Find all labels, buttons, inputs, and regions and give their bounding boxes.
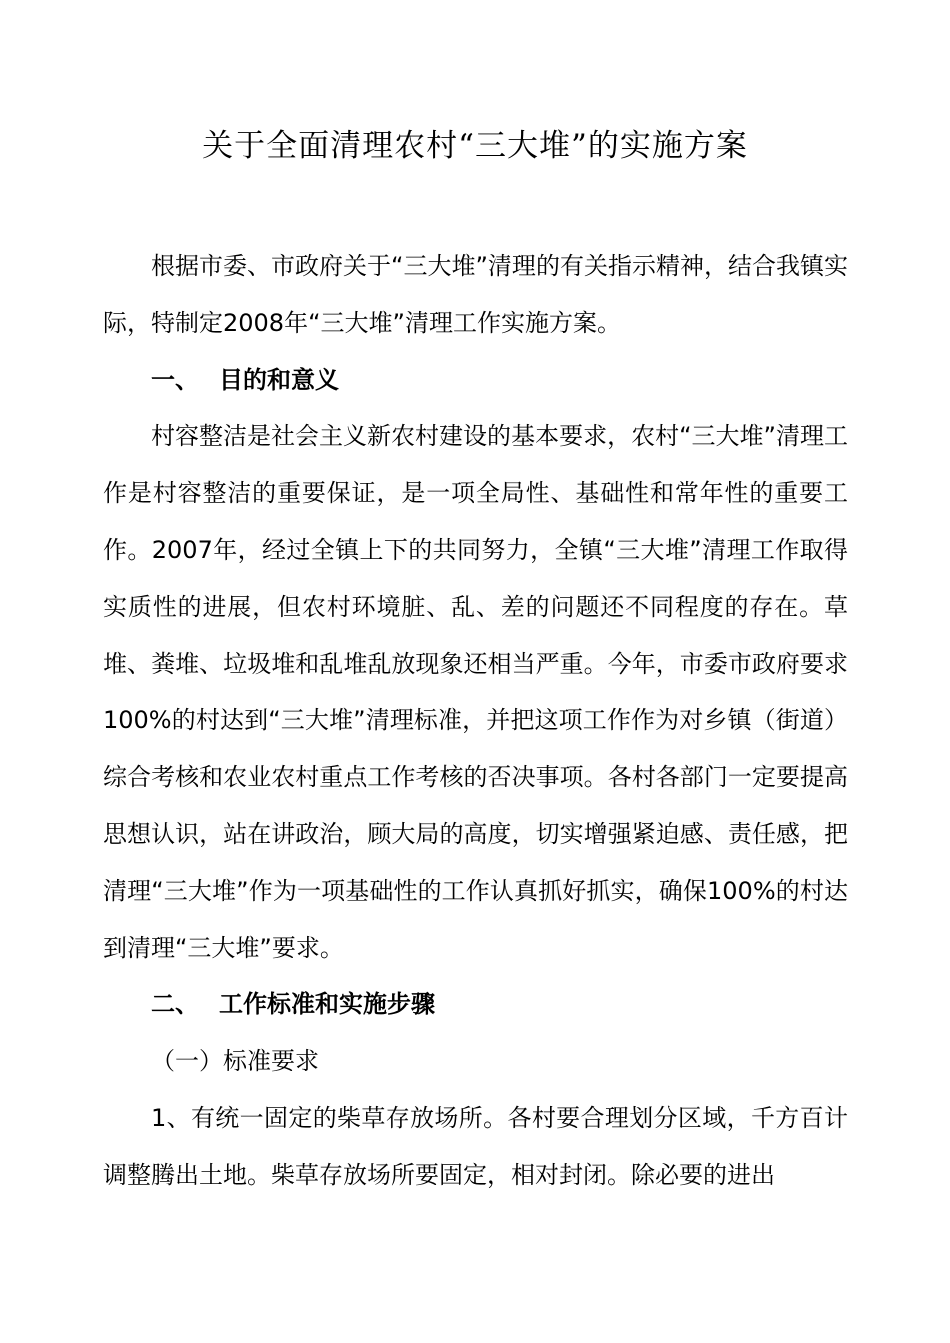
section-2-title: 工作标准和实施步骤 xyxy=(219,990,435,1019)
intro-paragraph: 根据市委、市政府关于“三大堆”清理的有关指示精神，结合我镇实际，特制定2008年“三大堆”清理工作实施方案。 xyxy=(103,252,848,337)
section-2-subheading: （一）标准要求 xyxy=(151,1047,319,1076)
section-1-title: 目的和意义 xyxy=(219,365,339,394)
section-1-paragraph: 村容整洁是社会主义新农村建设的基本要求，农村“三大堆”清理工作是村容整洁的重要保证，是一项全局性、基础性和常年性的重要工作。2007年，经过全镇上下的共同努力，全镇“三大堆”清理工作取得实质性的进展，但农村环境脏、乱、差的问题还不同程度的存在。草堆、粪堆、垃圾堆和乱堆乱放现象还相当严重。今年，市委市政府要求 100%的村达到“三大堆”清理标准，并把这项工作作为对乡镇（街道）综合考核和农业农村重点工作考核的否决事项。各村各部门一定要提高思想认识，站在讲政治，顾大局的高度，切实增强紧迫感、责任感，把清理“三大堆”作为一项基础性的工作认真抓好抓实，确保100%的村达到清理“三大堆”要求。 xyxy=(103,422,848,962)
section-1-heading xyxy=(103,352,848,409)
document-body xyxy=(103,238,848,1204)
section-2-heading xyxy=(103,976,848,1033)
section-1-number: 一、 xyxy=(151,365,199,394)
document-title: 关于全面清理农村“三大堆”的实施方案 xyxy=(202,128,748,164)
section-2-number: 二、 xyxy=(151,990,199,1019)
section-2-item-1: 1、有统一固定的柴草存放场所。各村要合理划分区域，千方百计调整腾出土地。柴草存放场所要固定，相对封闭。除必要的进出 xyxy=(103,1103,848,1189)
